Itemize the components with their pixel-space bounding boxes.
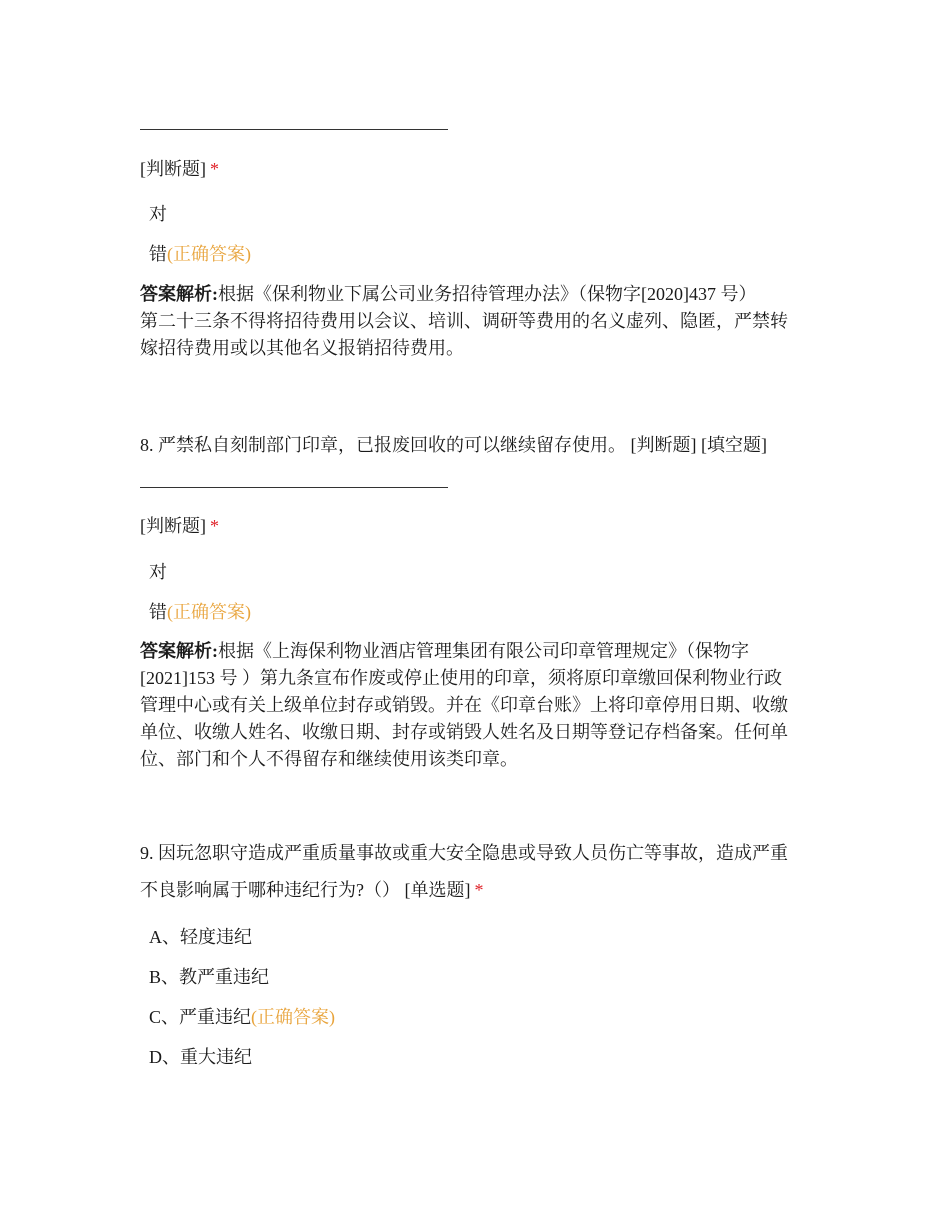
analysis-heading: 答案解析: bbox=[140, 284, 218, 304]
analysis-line bbox=[140, 281, 815, 308]
answer-analysis bbox=[140, 281, 815, 362]
option-label: A、轻度违纪 bbox=[149, 927, 252, 947]
option-label: 错 bbox=[149, 244, 167, 264]
question-type-label bbox=[140, 157, 219, 181]
required-mark: * bbox=[474, 880, 484, 900]
fill-blank-line[interactable] bbox=[140, 129, 448, 130]
required-mark: * bbox=[210, 159, 219, 179]
analysis-line: 嫁招待费用或以其他名义报销招待费用。 bbox=[140, 338, 464, 358]
analysis-line bbox=[140, 638, 815, 665]
option-true[interactable] bbox=[149, 202, 167, 226]
answer-analysis bbox=[140, 638, 815, 773]
question-type-label bbox=[140, 514, 219, 538]
question-title-line bbox=[140, 878, 820, 902]
analysis-heading: 答案解析: bbox=[140, 641, 218, 661]
option-false[interactable] bbox=[149, 242, 251, 266]
required-mark: * bbox=[210, 516, 219, 536]
analysis-text: 根据《上海保利物业酒店管理集团有限公司印章管理规定》（保物字 bbox=[218, 641, 749, 661]
type-label-text: [判断题] bbox=[140, 516, 206, 536]
option-d[interactable] bbox=[149, 1045, 252, 1069]
type-label-text: [判断题] bbox=[140, 159, 206, 179]
analysis-line: 管理中心或有关上级单位封存或销毁。并在《印章台账》上将印章停用日期、收缴 bbox=[140, 695, 788, 715]
question-title-line: 9. 因玩忽职守造成严重质量事故或重大安全隐患或导致人员伤亡等事故，造成严重 bbox=[140, 843, 788, 863]
question-title-text: 不良影响属于哪种违纪行为?（） [单选题] bbox=[140, 880, 471, 900]
analysis-text: 根据《保利物业下属公司业务招待管理办法》（保物字[2020]437 号） bbox=[218, 284, 757, 304]
correct-answer-note: (正确答案) bbox=[251, 1007, 336, 1027]
question-title: 8. 严禁私自刻制部门印章，已报废回收的可以继续留存使用。 [判断题] [填空题] bbox=[140, 435, 767, 455]
option-c[interactable] bbox=[149, 1005, 335, 1029]
correct-answer-note: (正确答案) bbox=[167, 602, 251, 622]
option-label: 对 bbox=[149, 204, 167, 224]
option-true[interactable] bbox=[149, 560, 167, 584]
analysis-line: 单位、收缴人姓名、收缴日期、封存或销毁人姓名及日期等登记存档备案。任何单 bbox=[140, 722, 788, 742]
correct-answer-note: (正确答案) bbox=[167, 244, 251, 264]
option-label: 错 bbox=[149, 602, 167, 622]
option-a[interactable] bbox=[149, 925, 252, 949]
option-label: 对 bbox=[149, 562, 167, 582]
analysis-line: [2021]153 号 ）第九条宣布作废或停止使用的印章，须将原印章缴回保利物业行政 bbox=[140, 668, 782, 688]
option-label: D、重大违纪 bbox=[149, 1047, 252, 1067]
option-b[interactable] bbox=[149, 965, 269, 989]
option-false[interactable] bbox=[149, 600, 251, 624]
fill-blank-line[interactable] bbox=[140, 487, 448, 488]
option-label: B、教严重违纪 bbox=[149, 967, 270, 987]
analysis-line: 第二十三条不得将招待费用以会议、培训、调研等费用的名义虚列、隐匿，严禁转 bbox=[140, 311, 788, 331]
option-label: C、严重违纪 bbox=[149, 1007, 252, 1027]
analysis-line: 位、部门和个人不得留存和继续使用该类印章。 bbox=[140, 749, 518, 769]
